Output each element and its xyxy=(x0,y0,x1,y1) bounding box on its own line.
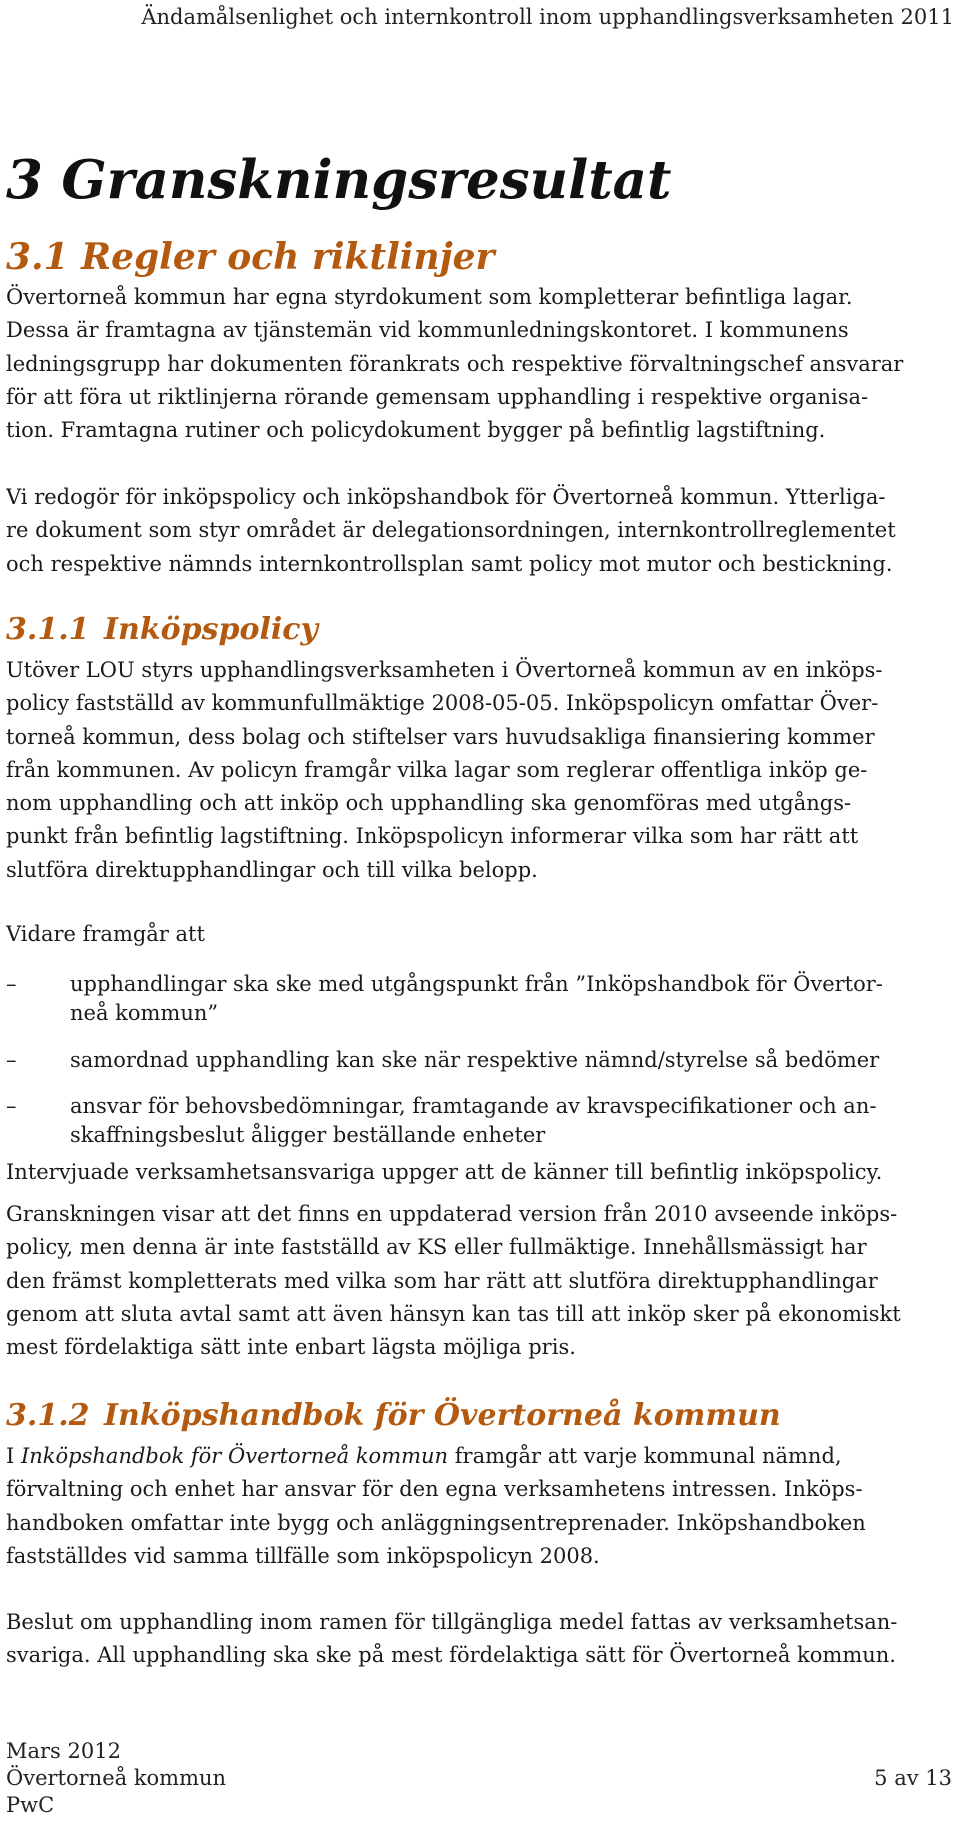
section-3-1-2-title xyxy=(6,1397,781,1435)
chapter-title: 3 Granskningsresultat xyxy=(6,149,672,211)
text-line: policy fastställd av kommunfullmäktige 2008-05-05. Inköpspolicyn omfattar Över- xyxy=(6,691,879,716)
text-line: Utöver LOU styrs upphandlingsverksamheten i Övertorneå kommun av en inköps- xyxy=(6,658,883,682)
section-3-1-1-title xyxy=(6,611,318,649)
bullet-text: neå kommun” xyxy=(70,1001,219,1025)
section-3-1-paragraph-1 xyxy=(6,281,952,447)
text-line: från kommunen. Av policyn framgår vilka lagar som reglerar offentliga inköp ge- xyxy=(6,757,868,782)
bullet-text: samordnad upphandling kan ske när respektive nämnd/styrelse så bedömer xyxy=(70,1048,880,1072)
text-line: svariga. All upphandling ska ske på mest fördelaktiga sätt för Övertorneå kommun. xyxy=(6,1643,896,1668)
text-line: handboken omfattar inte bygg och anläggningsentreprenader. Inköpshandboken xyxy=(6,1510,866,1535)
text-line: för att föra ut riktlinjerna rörande gemensam upphandling i respektive organisa- xyxy=(6,384,869,409)
text-line xyxy=(6,1440,952,1473)
running-header: Ändamålsenlighet och internkontroll inom upphandlingsverksamheten 2011 xyxy=(141,5,954,29)
text-line: fastställdes vid samma tillfälle som inköpspolicyn 2008. xyxy=(6,1543,600,1568)
section-3-1-1-paragraph-1 xyxy=(6,654,952,887)
text-line: Granskningen visar att det finns en uppdaterad version från 2010 avseende inköps- xyxy=(6,1202,898,1226)
bullet-item xyxy=(6,970,952,1028)
section-3-1-1-paragraph-3 xyxy=(6,1198,952,1364)
footer-date: Mars 2012 xyxy=(6,1739,121,1763)
text-line: punkt från befintlig lagstiftning. Inköpspolicyn informerar vilka som har rätt att xyxy=(6,824,859,849)
section-3-1-title: 3.1 Regler och riktlinjer xyxy=(6,236,495,278)
section-3-1-2-paragraph-2 xyxy=(6,1606,952,1673)
text-line: torneå kommun, dess bolag och stiftelser vars huvudsakliga finansiering kommer xyxy=(6,724,875,749)
text-line: Vi redogör för inköpspolicy och inköpshandbok för Övertorneå kommun. Ytterliga- xyxy=(6,485,886,509)
section-number: 3.1.2 xyxy=(6,1398,90,1433)
bullet-item xyxy=(6,1046,952,1075)
dash-marker: – xyxy=(6,972,17,996)
text-line: genom att sluta avtal samt att även hänsyn kan tas till att inköp sker på ekonomiskt xyxy=(6,1301,901,1326)
bullet-text: skaffningsbeslut åligger beställande enheter xyxy=(70,1123,546,1147)
section-heading-text: Inköpspolicy xyxy=(104,612,318,647)
document-title-italic: Inköpshandbok för Övertorneå kommun xyxy=(20,1444,449,1468)
section-number: 3.1.1 xyxy=(6,612,90,647)
text-prefix: I xyxy=(6,1444,21,1468)
footer-firm: PwC xyxy=(6,1793,55,1817)
dash-marker: – xyxy=(6,1094,17,1118)
section-3-1-2-paragraph-1 xyxy=(6,1440,952,1573)
text-line: Intervjuade verksamhetsansvariga uppger att de känner till befintlig inköpspolicy. xyxy=(6,1160,883,1184)
dash-marker: – xyxy=(6,1048,17,1072)
text-line: re dokument som styr området är delegationsordningen, internkontrollreglementet xyxy=(6,518,896,543)
text-line: mest fördelaktiga sätt inte enbart lägsta möjliga pris. xyxy=(6,1335,576,1360)
page-footer xyxy=(6,1738,952,1819)
text-line: Dessa är framtagna av tjänstemän vid kommunledningskontoret. I kommunens xyxy=(6,318,849,343)
text-line: Vidare framgår att xyxy=(6,922,205,946)
section-heading-text: Inköpshandbok för Övertorneå kommun xyxy=(104,1398,781,1433)
text-line: slutföra direktupphandlingar och till vilka belopp. xyxy=(6,857,538,882)
text-line: ledningsgrupp har dokumenten förankrats och respektive förvaltningschef ansvarar xyxy=(6,351,904,376)
text-line: nom upphandling och att inköp och upphandling ska genomföras med utgångs- xyxy=(6,791,852,816)
text-line: tion. Framtagna rutiner och policydokument bygger på befintlig lagstiftning. xyxy=(6,418,826,443)
text-line: policy, men denna är inte fastställd av KS eller fullmäktige. Innehållsmässigt har xyxy=(6,1235,867,1260)
footer-organization: Övertorneå kommun xyxy=(6,1766,227,1790)
text-line: och respektive nämnds internkontrollsplan samt policy mot mutor och bestickning. xyxy=(6,551,893,576)
bullet-item xyxy=(6,1092,952,1150)
section-3-1-1-paragraph-2 xyxy=(6,1156,952,1189)
bullet-text: upphandlingar ska ske med utgångspunkt från ”Inköpshandbok för Övertor- xyxy=(70,972,883,996)
page-number: 5 av 13 xyxy=(874,1766,952,1790)
bullet-text: ansvar för behovsbedömningar, framtagande av kravspecifikationer och an- xyxy=(70,1094,877,1118)
text-rest: framgår att varje kommunal nämnd, xyxy=(448,1444,842,1468)
section-3-1-1-intro xyxy=(6,918,952,951)
text-line: Beslut om upphandling inom ramen för tillgängliga medel fattas av verksamhetsan- xyxy=(6,1610,898,1634)
text-line: Övertorneå kommun har egna styrdokument som kompletterar befintliga lagar. xyxy=(6,285,853,309)
section-3-1-paragraph-2 xyxy=(6,481,952,581)
text-line: förvaltning och enhet har ansvar för den egna verksamhetens intressen. Inköps- xyxy=(6,1477,863,1502)
text-line: den främst kompletterats med vilka som har rätt att slutföra direktupphandlingar xyxy=(6,1268,878,1293)
